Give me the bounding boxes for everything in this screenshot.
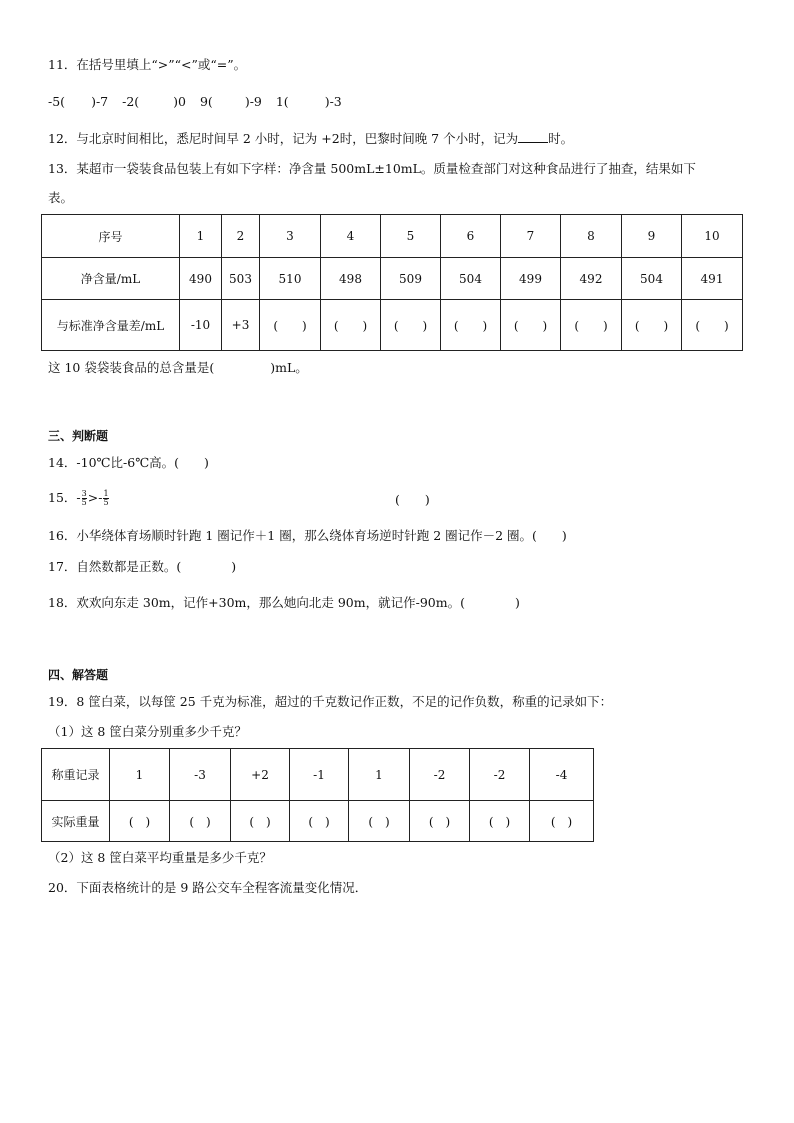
q19-weight-blank[interactable]: ( ) [349,801,410,842]
q13-diff-cell: -10 [180,300,222,351]
q19-weight-blank[interactable]: ( ) [530,801,594,842]
q11-item-1a: -5( [48,94,66,109]
q19-record-cell: -1 [290,749,349,801]
q13-diff-blank[interactable]: ( ) [260,300,321,351]
q12-text: 12．与北京时间相比，悉尼时间早 2 小时，记为 +2时，巴黎时间晚 7 个小时，记为 [48,131,519,146]
q19-record-cell: 1 [349,749,410,801]
q19-record-cell: -4 [530,749,594,801]
q15-mid: >- [87,490,103,505]
q13-number-cell: 10 [682,215,743,258]
q13-content-cell: 510 [260,258,321,300]
q12-line [48,130,573,147]
q19-record-cell: 1 [110,749,170,801]
q13-content-cell: 509 [381,258,441,300]
q19-row-record [42,749,594,801]
q19-weight-blank[interactable]: ( ) [290,801,349,842]
q13-text-1: 13．某超市一袋装食品包装上有如下字样：净含量 500mL±10mL。质量检查部门对这种食品进行了抽查，结果如下 [48,161,696,176]
q13-total-prefix: 这 10 袋袋装食品的总含量是( [48,360,215,375]
q13-total-line [48,360,308,376]
q15-frac1-den: 5 [81,498,87,507]
q13-number-cell: 6 [441,215,501,258]
q15-line [48,490,110,507]
q19-text: 19．8 筐白菜，以每筐 25 千克为标准，超过的千克数记作正数，不足的记作负数，称重的记录如下： [48,694,613,709]
q15-frac2-den: 5 [103,498,109,507]
q11-item-1b: )-7 [91,94,109,109]
q13-diff-blank[interactable]: ( ) [682,300,743,351]
q13-content-cell: 504 [622,258,682,300]
section-4-title: 四、解答题 [48,668,109,682]
q12-answer-blank[interactable] [518,130,548,143]
q13-row-content [42,258,743,300]
q13-diff-blank[interactable]: ( ) [441,300,501,351]
q13-number-cell: 1 [180,215,222,258]
q13-text-2: 表。 [48,190,74,205]
q19-header-weight: 实际重量 [42,801,110,842]
q13-diff-blank[interactable]: ( ) [501,300,561,351]
q11-item-2b: )0 [173,94,186,109]
q13-content-cell: 490 [180,258,222,300]
q13-row-number [42,215,743,258]
q13-row-diff [42,300,743,351]
q12-suffix: 时。 [548,131,574,146]
q13-diff-blank[interactable]: ( ) [321,300,381,351]
q19-weight-blank[interactable]: ( ) [170,801,231,842]
q19-sub-2: （2）这 8 筐白菜平均重量是多少千克？ [48,850,272,865]
q11-items [48,94,342,110]
q11-item-4a: 1( [275,94,289,109]
q13-content-cell: 491 [682,258,743,300]
q15-fraction-1 [82,490,87,507]
q13-diff-cell: +3 [222,300,260,351]
q13-content-cell: 499 [501,258,561,300]
q15-frac1-num: 3 [81,489,87,498]
q15-paren[interactable]: ( ) [395,492,430,507]
q11-item-3a: 9( [199,94,213,109]
q14-text: 14．-10℃比-6℃高。( ) [48,455,209,470]
q19-record-cell: -3 [170,749,231,801]
q20-text: 20．下面表格统计的是 9 路公交车全程客流量变化情况． [48,880,368,895]
q11-item-2a: -2( [122,94,140,109]
q11-text: 11．在括号里填上“>”“<”或“=”。 [48,57,247,72]
q13-content-cell: 503 [222,258,260,300]
q19-sub-1: （1）这 8 筐白菜分别重多少千克？ [48,724,247,739]
q18-text: 18．欢欢向东走 30m，记作+30m，那么她向北走 90m，就记作-90m。( ) [48,595,520,610]
q13-number-cell: 4 [321,215,381,258]
q13-content-cell: 504 [441,258,501,300]
q13-header-number: 序号 [42,215,180,258]
q13-content-cell: 492 [561,258,622,300]
q19-weight-blank[interactable]: ( ) [110,801,170,842]
q13-diff-blank[interactable]: ( ) [381,300,441,351]
q19-row-weight [42,801,594,842]
q19-record-cell: +2 [231,749,290,801]
q13-number-cell: 9 [622,215,682,258]
q13-table [41,214,743,351]
q13-number-cell: 7 [501,215,561,258]
q13-header-diff: 与标准净含量差/mL [42,300,180,351]
q15-prefix: 15．- [48,490,81,505]
q19-weight-blank[interactable]: ( ) [470,801,530,842]
q19-weight-blank[interactable]: ( ) [231,801,290,842]
q13-number-cell: 3 [260,215,321,258]
q15-fraction-2 [103,490,108,507]
q19-record-cell: -2 [470,749,530,801]
q13-total-suffix: )mL。 [270,360,308,375]
q19-table [41,748,594,842]
q16-text: 16．小华绕体育场顺时针跑 1 圈记作＋1 圈，那么绕体育场逆时针跑 2 圈记作－2 圈。( ) [48,528,567,543]
q13-diff-blank[interactable]: ( ) [622,300,682,351]
q13-content-cell: 498 [321,258,381,300]
q13-header-content: 净含量/mL [42,258,180,300]
q13-number-cell: 8 [561,215,622,258]
q19-record-cell: -2 [410,749,470,801]
q19-header-record: 称重记录 [42,749,110,801]
q11-item-4b: )-3 [324,94,342,109]
q15-frac2-num: 1 [103,489,109,498]
q13-number-cell: 2 [222,215,260,258]
q17-text: 17．自然数都是正数。( ) [48,559,237,574]
q13-diff-blank[interactable]: ( ) [561,300,622,351]
section-3-title: 三、判断题 [48,429,109,443]
q19-weight-blank[interactable]: ( ) [410,801,470,842]
q13-number-cell: 5 [381,215,441,258]
q11-item-3b: )-9 [244,94,262,109]
